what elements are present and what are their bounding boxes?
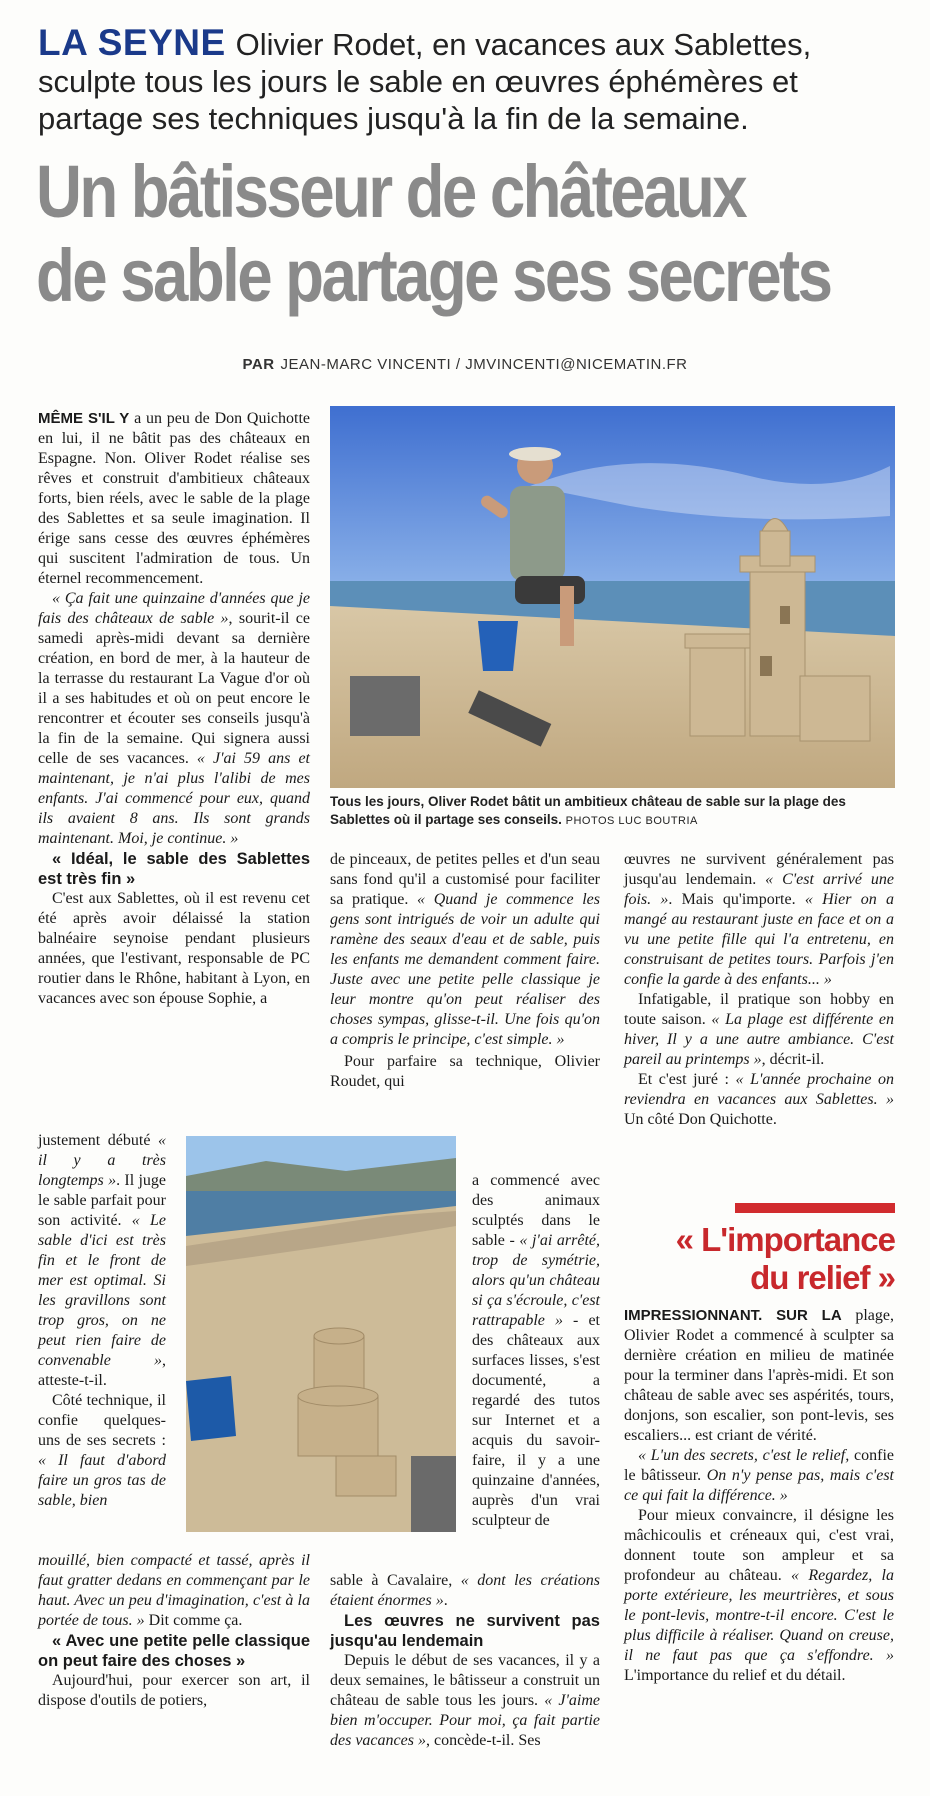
paragraph: sable à Cavalaire, « dont les créations étaient énormes ». [330, 1572, 600, 1609]
pull-quote [600, 1221, 895, 1297]
column-3-top [624, 850, 894, 1130]
paragraph: Et c'est juré : « L'année prochaine on reviendra en vacances aux Sablettes. » Un côté Don Quichotte. [624, 1071, 895, 1128]
column-2-top [330, 850, 600, 1092]
paragraph: Pour mieux convaincre, il désigne les mâchicoulis et créneaux qui, c'est vrai, donnent toute son ampleur et sa profondeur au château. « Regardez, la porte extérieure, les meurtrières, et sous le pont-levis, montre-t-il encore. C'est le plus difficile à réaliser. Quand on creuse, il ne faut pas que ça s'effondre. » L'importance du relief et du détail. [624, 1507, 894, 1684]
paragraph: Depuis le début de ses vacances, il y a deux semaines, le bâtisseur a construit un château de sable tous les jours. « J'aime bien m'occuper. Pour moi, ça fait partie des vacances », concède-t-il. Ses [330, 1652, 600, 1749]
byline-par: PAR [242, 356, 275, 373]
photo-credit: PHOTOS LUC BOUTRIA [565, 815, 698, 827]
second-photo [186, 1136, 456, 1532]
paragraph: IMPRESSIONNANT. SUR LA plage, Olivier Rodet a commencé à sculpter sa dernière création en milieu de matinée pour la terminer dans l'après-midi. Et son château de sable avec ses aspérités, tours, donjons, son escalier, son pont-levis, ses escaliers... est criant de vérité. [624, 1307, 894, 1444]
kicker [38, 24, 908, 137]
paragraph: Côté technique, il confie quelques-uns de ses secrets : « Il faut d'abord faire un gros tas de sable, bien [38, 1392, 166, 1509]
headline-line-2: de sable partage ses secrets [36, 234, 831, 317]
kicker-text: Olivier Rodet, en vacances aux Sablettes, sculpte tous les jours le sable en œuvres éphémères et partage ses techniques jusqu'à la fin de la semaine. [38, 27, 812, 136]
lead-in: MÊME S'IL Y [38, 410, 130, 427]
location-label: LA SEYNE [38, 22, 226, 63]
subheading-1: « Idéal, le sable des Sablettes est très fin » [38, 850, 310, 888]
pull-quote-line-2: du relief » [750, 1259, 895, 1296]
paragraph: œuvres ne survivent généralement pas jusqu'au lendemain. « C'est arrivé une fois. ». Mais qu'importe. « Hier on a mangé au restaurant juste en face et on a vu une petite fille qui l'a entretenu, en construisant de petites tours. Parfois j'en confie la garde à des enfants... » [624, 851, 895, 988]
main-photo [330, 406, 895, 788]
paragraph: Aujourd'hui, pour exercer son art, il dispose d'outils de potiers, [38, 1672, 310, 1709]
sand-tower-photo [186, 1136, 456, 1532]
subheading-2: « Avec une petite pelle classique on peut faire des choses » [38, 1632, 310, 1670]
caption-text: Tous les jours, Oliver Rodet bâtit un ambitieux château de sable sur la plage des Sablettes où il partage ses conseils. [330, 794, 846, 827]
paragraph: de pinceaux, de petites pelles et d'un seau sans fond qu'il a customisé pour faciliter sa pratique. « Quand je commence les gens sont intrigués de voir un adulte qui ramène des seaux d'eau et de sable, puis les enfants me demandent comment faire. Juste avec une petite pelle classique je leur montre qu'on peut réaliser des choses sympas, glisse-t-il. Une fois qu'on a compris le principe, c'est simple. » [330, 851, 601, 1048]
subheading-3: Les œuvres ne survivent pas jusqu'au lendemain [330, 1612, 600, 1650]
headline-line-1: Un bâtisseur de châteaux [36, 150, 746, 233]
paragraph: a commencé avec des animaux sculptés dans le sable - « j'ai arrêté, trop de symétrie, alors qu'un château si ça s'écroule, c'est rattrapable » - et des châteaux aux surfaces lisses, s'est documenté, a regardé des tutos sur Internet et a acquis du savoir-faire, il y a une quinzaine d'années, auprès d'un vrai sculpteur de [472, 1172, 600, 1529]
paragraph: « L'un des secrets, c'est le relief, confie le bâtisseur. On n'y pense pas, mais c'est ce qui fait la différence. » [624, 1447, 894, 1504]
paragraph: Pour parfaire sa technique, Olivier Roudet, qui [330, 1053, 600, 1090]
column-3-bottom [624, 1306, 894, 1686]
column-2-narrow [472, 1171, 600, 1531]
column-1-bottom [38, 1551, 310, 1711]
paragraph: C'est aux Sablettes, où il est revenu cet été après avoir délaissé la station balnéaire seynoise pendant plusieurs années, que l'estivant, responsable de PC routier dans le Rhône, habitant à Lyon, en vacances avec son épouse Sophie, a [38, 890, 310, 1007]
sandcastle-builder-photo [330, 406, 895, 788]
byline-author: JEAN-MARC VINCENTI / JMVINCENTI@NICEMATIN.FR [280, 356, 688, 373]
quote-red-bar [735, 1203, 895, 1213]
paragraph: Infatigable, il pratique son hobby en toute saison. « La plage est différente en hiver, Il y a une autre ambiance. C'est pareil au printemps », décrit-il. [624, 991, 894, 1068]
column-2-bottom [330, 1571, 600, 1751]
byline [0, 356, 930, 373]
main-photo-caption [330, 793, 890, 830]
paragraph: justement débuté « il y a très longtemps ». Il juge le sable parfait pour son activité. « Le sable d'ici est très fin et le front de mer est optimal. Si les gravillons sont trop gros, on ne peut rien faire de convenable », atteste-t-il. [38, 1132, 167, 1389]
paragraph: « Ça fait une quinzaine d'années que je fais des châteaux de sable », sourit-il ce samedi après-midi devant sa dernière création, en bord de mer, à la hauteur de la terrasse du restaurant La Vague d'or où il a ses habitudes et où on peut encore le rencontrer et écouter ses conseils jusqu'à la fin de la semaine. Qui signera aussi celle de ses vacances. « J'ai 59 ans et maintenant, je n'ai plus l'alibi de mes enfants. J'ai commencé pour eux, quand ils avaient 8 ans. Ils sont grands maintenant. Moi, je continue. » [38, 590, 310, 847]
lead-in-2: IMPRESSIONNANT. SUR LA [624, 1307, 842, 1324]
headline [36, 150, 831, 318]
pull-quote-line-1: « L'importance [675, 1221, 895, 1258]
intro-paragraph: MÊME S'IL Y a un peu de Don Quichotte en lui, il ne bâtit pas des châteaux en Espagne. Non. Oliver Rodet réalise ses rêves et construit d'ambitieux châteaux forts, bien réels, avec le sable de la plage des Sablettes et sa seule imagination. Il érige sans cesse des œuvres éphémères qui suscitent l'admiration de tous. Un éternel recommencement. [38, 410, 311, 587]
column-1-narrow [38, 1131, 166, 1511]
paragraph: mouillé, bien compacté et tassé, après il faut gratter dedans en commençant par le haut. Avec un peu d'imagination, c'est à la portée de tous. » Dit comme ça. [38, 1552, 310, 1629]
column-1-top [38, 409, 310, 1009]
